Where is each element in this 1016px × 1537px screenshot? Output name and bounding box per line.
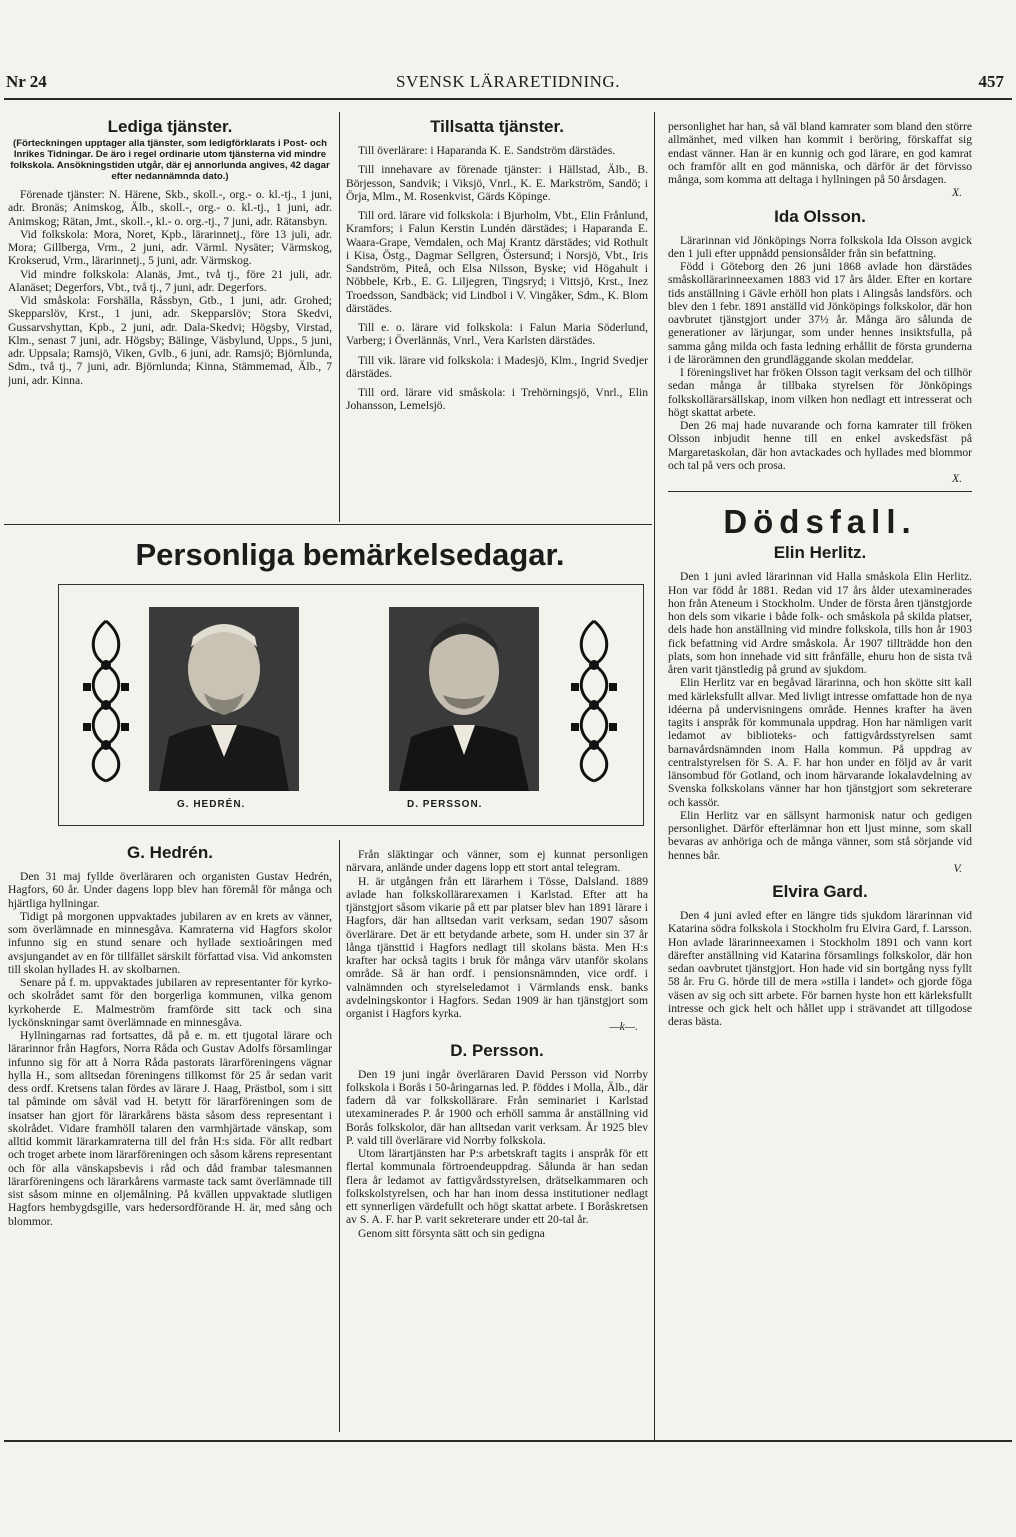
ida-paragraph: Född i Göteborg den 26 juni 1868 avlade hon därstädes småskollärarinneexamen 1883 vid 17 års ålder. Efter en kortare tids anställning i Gävle erhöll hon plats i Alingsås landsförs. och blev den 1 febr. 1891 anställd vid Jönköpings folkskolor, där hon oavbrutet tjänstgjort under 37½ år. Många äro sålunda de generationer av lärjungar, som under hennes insiktsfulla, på samma gång milda och fasta ledning erhållit de första grunderna i de lärorämnen den grundläggande skolan meddelar.: [668, 260, 972, 366]
caption-hedren: G. HEDRÉN.: [177, 799, 246, 810]
herlitz-heading: Elin Herlitz.: [773, 543, 867, 563]
ornament-icon: [79, 615, 133, 785]
column-divider: [654, 112, 655, 1442]
lediga-paragraph: Vid folkskola: Mora, Noret, Kpb., lärarinnetj., före 13 juli, adr. Mora; Gillberga, Vrm., 2 juni, adr. Värml. Nysäter; Värmskog, Krokserud, Vrm., lärarinnetj., 5 juni, adr. Värmskog.: [8, 227, 332, 268]
footer-rule: [4, 1440, 1012, 1442]
ida-heading: Ida Olsson.: [774, 206, 866, 226]
middle-paragraph: H. är utgången från ett lärarhem i Tösse, Dalsland. 1889 avlade han folkskollärarexamen i Karlstad. Efter att ha tjänstgjort såsom vikarie på ett par platser blev han 1891 lärare i Hagfors, där han alltsedan varit verksam, sedan 1907 såsom överlärare. Det är ett betydande arbete, som H. under sin 37 år långa tjänsttid i Hagfors nedlagt till skolans bästa. Men H:s krafter har också tagits i bruk för många värv utanför skolans område. Så är han ordf. i pensionsnämnden, vice ordf. i valnämnden och styrelseledamot i Värmlands ensk. banks avdelningskontor i Hagfors. Sedan 1909 är han tjänstgjort som organist i Hagfors kyrka.: [346, 874, 648, 1020]
persson-paragraph: Genom sitt försynta sätt och sin gedigna: [358, 1226, 545, 1240]
hedren-paragraph: Tidigt på morgonen uppvaktades jubilaren av en krets av vänner, som överlämnade en minnesgåva. Kamraterna vid Hagfors skolor infunno sig en stund senare och hyllade sextioåringen med avsjungandet av en för tillfället särskilt författad visa. Vid ankomsten till skolan hyllades H. av skolbarnen.: [8, 909, 332, 976]
issue-number: Nr 24: [6, 72, 47, 91]
tillsatta-paragraph: Till ord. lärare vid småskola: i Trehörningsjö, Vnrl., Elin Johansson, Lemelsjö.: [346, 386, 648, 413]
lediga-paragraph: Vid mindre folkskola: Alanäs, Jmt., två tj., före 21 juli, adr. Alanäset; Degerfors, Vbt., två tj., 7 juni, adr. Degerfors.: [8, 267, 332, 294]
hedren-paragraph: Hyllningarnas rad fortsattes, då på e. m. ett tjugotal lärare och lärarinnor från Hagfors, Norra Råda och Gustav Adolfs församlingar infunno sig för att å Norra Råda pastorats lärarföreningens vägnar hylla H., som alltsedan föreningens tillkomst för 25 år sedan varit dess ordf. Kretsens talan fördes av lärare J. Haag, Prästbol, som i sitt tal påminde om såväl vad H. betytt för lärarföreningen som de insatser han gjort för lärarkårens bästa såsom dess representant i skolrådet. Vidare framhöll talaren den varmhjärtade vänskap, som alltid kommit lärarkamraterna till del från H:s sida. För allt redbart och troget arbete inom lärarföreningen och såsom kårens representant och för alla vänskapsbevis i råd och dåd frambar talesmannen lärarföreningens och lärarkårens varmaste tack samt överlämnade till sist såsom minne en oljemålning. På kvällen uppvaktade slutligen Hagfors hembygdsgille, vars hedersordförande H. är, med sång och blommor.: [8, 1029, 332, 1228]
page-title: SVENSK LÄRARETIDNING.: [396, 72, 620, 91]
signature: V.: [953, 861, 962, 875]
middle-column: [346, 848, 648, 1434]
ornament-icon: [567, 615, 621, 785]
ida-paragraph: Den 26 maj hade nuvarande och forna kamrater till fröken Olsson inbjudit henne till en enkel avskedsfäst på Margaretaskolan, där hon avtackades och hyllades med blommor och tal på vers och prosa.: [668, 419, 972, 472]
herlitz-paragraph: Den 1 juni avled lärarinnan vid Halla småskola Elin Herlitz. Hon var född år 1881. Redan vid 17 års ålder utexaminerades hon från Ateneum i Stockholm. Under de första åren tjänstgjorde hon dels som vikarie i både folk- och småskola på skilda platser, dels hade hon anställning vid mindre folkskola, tills hon år 1903 fick befattning vid Ardre småskola. År 1907 tillträdde hon den plats, som hon innehade vid sitt frånfälle, ehuru hon de sista två åren varit tjänstledig på grund av sjukdom.: [668, 570, 972, 676]
lediga-column: [8, 116, 332, 524]
gard-paragraph: Den 4 juni avled efter en längre tids sjukdom lärarinnan vid Katarina södra folkskola i Stockholm fru Elvira Gard, f. Larsson. Hon avlade lärarinneexamen i Stockholm 1891 och vann kort därefter anställning vid Katarina församlings folkskolor, där hon sedan oavbrutet tjänstgjort. Hon hade vid sin bortgång nyss fyllt 58 år. Fru G. hörde till de mera »stilla i landet» och gjorde föga väsen av sig och sitt arbete. För barnen hyste hon ett kärleksfullt intresse och gick helt och hållet upp i strävandet att tillgodose deras bästa.: [668, 909, 972, 1028]
tillsatta-heading: Tillsatta tjänster.: [430, 117, 564, 136]
lediga-paragraph: Vid småskola: Forshälla, Råssbyn, Gtb., 1 juni, adr. Grohed; Skepparslöv, Krst., 1 juni, adr. Skepparslöv; Stora Skedvi, Gussarvshyttan, Kpb., 2 juni, adr. Dala-Skedvi; Högsby, Virstad, Klm., senast 7 juni, adr. Högsby; Bälinge, Väsbylund, Upps., 5 juni, adr. Uppsala; Ramsjö, Viken, Gvlb., 6 juni, adr. Ramsjö; Björnlunda, Sdm., två tj., 7 juni, adr. Björnlunda; Kinna, Stämmemad, Älb., 7 juni, adr. Kinna.: [8, 294, 332, 387]
tillsatta-paragraph: Till överlärare: i Haparanda K. E. Sandström därstädes.: [358, 144, 616, 157]
lediga-note: (Förteckningen upptager alla tjänster, som ledigförklarats i Post- och Inrikes Tidningar. De äro i regel ordinarie utom tjänsterna vid mindre folkskola. Ansökningstiden utgår, där ej annorlunda angives, 42 dagar efter nedannämnda dato.): [10, 138, 330, 182]
persson-heading: D. Persson.: [450, 1040, 544, 1060]
ida-paragraph: I föreningslivet har fröken Olsson tagit verksam del och tillhör sedan många år tillbaka styrelsen för Jönköpings folkskollärarsällskap, inom vilken hon nedlagt ett intresserat och högt skattat arbete.: [668, 366, 972, 419]
hedren-paragraph: Senare på f. m. uppvaktades jubilaren av representanter för kyrko- och skolrådet samt för den borgerliga kommunen, vilka genom kyrkoherde E. Malmeström framförde sitt tack och sina lyckönskningar samt överlämnade en minnesgåva.: [8, 976, 332, 1029]
persson-paragraph: Utom lärartjänsten har P:s arbetskraft tagits i anspråk för ett flertal kommunala förtroendeuppdrag. Sålunda är han sedan flera år ledamot av fattigvårdsstyrelsen, drätselkammaren och folkskolstyrelsen, och har han inom dessa institutioner nedlagt ett synnerligen värdefullt och högt skattat arbete. I Boråskretsen av S. A. F. har P. varit sekreterare under ett 20-tal år.: [346, 1147, 648, 1227]
caption-persson: D. PERSSON.: [407, 799, 483, 810]
gard-heading: Elvira Gard.: [772, 882, 868, 901]
column-divider: [339, 840, 340, 1432]
header-rule: [4, 98, 1012, 100]
hedren-heading: G. Hedrén.: [127, 843, 213, 862]
portrait-persson: [389, 607, 539, 791]
tillsatta-paragraph: Till ord. lärare vid folkskola: i Bjurholm, Vbt., Elin Frånlund, Kramfors; i Falun Kerstin Lundén därstädes; i Haparanda E. Waara-Grape, Vemdalen, och Maj Krantz därstädes; vid Rothult i Kisa, Östg., Dagmar Sellgren, Östersund; i Norsjö, Vbt., Iris Sandström, Piteå, och Elsa Nilsson, Byske; vid Högahult i Nöbbele, Krb., E. G. Liljegren, Tingsryd; i Vittsjö, Krst., Inez Troedsson, Sandbäck; vid Lindbol i V. Vingåker, Sdm., K. Blom därstädes.: [346, 209, 648, 315]
right-column: [668, 120, 972, 1432]
hedren-column: [8, 842, 332, 1432]
section-rule: [4, 524, 652, 525]
signature: X.: [952, 186, 962, 200]
persson-paragraph: Den 19 juni ingår överläraren David Persson vid Norrby folkskola i Borås i 50-åringarnas led. P. föddes i Molla, Älb., där fadern då var folkskollärare. Från seminariet i Karlstad utexaminerades P. år 1900 och erhöll samma år anställning vid Borås folkskolor, där han alltsedan varit verksam. År 1925 blev P. vald till överlärare vid Norrby folkskola.: [346, 1067, 648, 1147]
lediga-heading: Lediga tjänster.: [107, 117, 233, 136]
portrait-hedren: [149, 607, 299, 791]
column-divider: [339, 112, 340, 522]
tillsatta-paragraph: Till vik. lärare vid folkskola: i Madesjö, Klm., Ingrid Svedjer därstädes.: [346, 353, 648, 380]
tillsatta-paragraph: Till innehavare av förenade tjänster: i Hällstad, Älb., B. Börjesson, Sandvik; i Viksjö, Vnrl., K. E. Markström, Sandö; i Örja, Mlm., M. Rosenkvist, Gärds Köpinge.: [346, 163, 648, 203]
right-paragraph: personlighet har han, så väl bland kamrater som bland den större allmänhet, med vilken han kommit i beröring, förskaffat sig endast vänner. Han är en kunnig och god lärare, en god kamrat och framför allt en god människa, och därför är det förvisso många, som komma att deltaga i hyllningen på 50 årsdagen.: [668, 120, 972, 186]
herlitz-paragraph: Elin Herlitz var en sällsynt harmonisk natur och gedigen personlighet. Därför efterlämnar hon ett ljust minne, som skall bevaras av anhöriga och de många vänner, som stå sörjande vid hennes bår.: [668, 808, 972, 862]
middle-paragraph: Från släktingar och vänner, som ej kunnat personligen närvara, anlände under dagens lopp ett stort antal telegram.: [346, 848, 648, 875]
page-number: 457: [978, 72, 1004, 91]
tillsatta-paragraph: Till e. o. lärare vid folkskola: i Falun Maria Söderlund, Varberg; i Överlännäs, Vnrl., Vera Karlsten därstädes.: [346, 321, 648, 348]
signature: X.: [952, 472, 962, 485]
ida-paragraph: Lärarinnan vid Jönköpings Norra folkskola Ida Olsson avgick den 1 juli efter uppnådd pensionsålder från sin befattning.: [668, 233, 972, 260]
tillsatta-column: [346, 116, 648, 524]
banner-heading: Personliga bemärkelsedagar.: [135, 537, 565, 572]
herlitz-paragraph: Elin Herlitz var en begåvad lärarinna, och hon skötte sitt kall med kärleksfullt allvar. Med livligt intresse omfattade hon de nya idéerna på undervisningens område. Hennes krafter ha även tagits i anspråk för kommunala uppdrag. Hon har nämligen varit ledamot av biblioteks- och fattigvårdsstyrelsen samt barnavårdsnämnden inom Halla kommun. På uppdrag av centralstyrelsen för S. A. F. har hon under en följd av år varit länsombud för Gotland, och inom härvarande lokalavdelning av Svenska folkskolans vänner har hon tjänstgjort som sekreterare och kassör.: [668, 676, 972, 809]
signature: —k—.: [609, 1020, 638, 1034]
hedren-paragraph: Den 31 maj fyllde överläraren och organisten Gustav Hedrén, Hagfors, 60 år. Under dagens lopp blev han föremål för många och hjärtliga hyllningar.: [8, 870, 332, 910]
lediga-paragraph: Förenade tjänster: N. Härene, Skb., skoll.-, org.- o. kl.-tj., 1 juni, adr. Bronäs; Animskog, Älb., skoll.-, org.- o. kl.-tj., 1 juni, adr. Animskog; Rätan, Jmt., skoll.-, kl.- o. org.-tj., 7 juni, adr. Rätansbyn.: [8, 188, 332, 228]
portrait-panel: [58, 584, 644, 826]
section-rule: [668, 491, 972, 492]
dodsfall-heading: Dödsfall.: [723, 503, 917, 541]
